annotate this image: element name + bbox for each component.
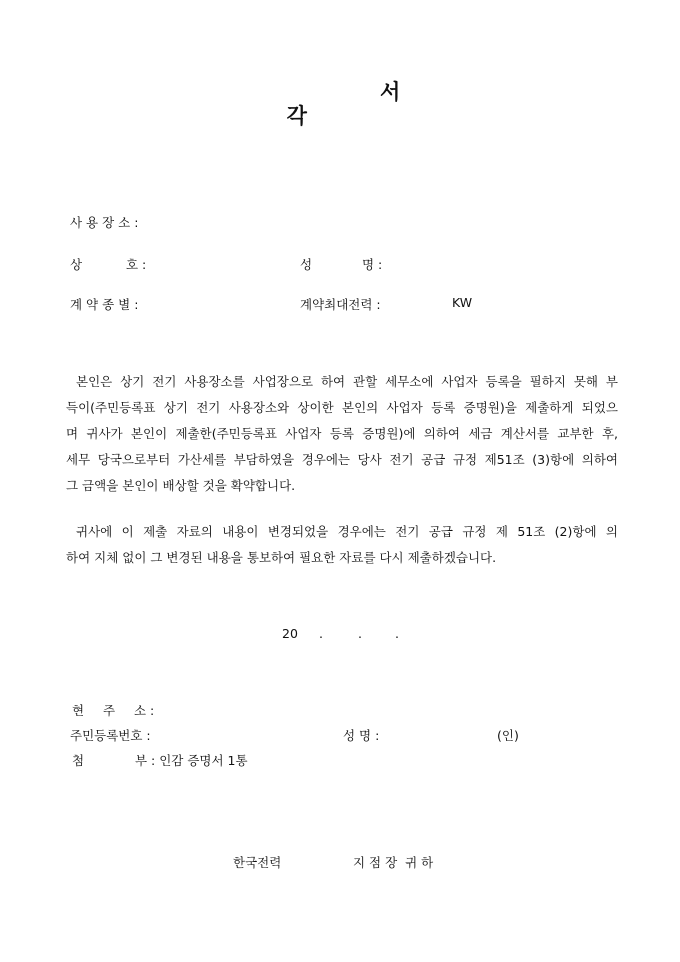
document-title — [272, 76, 401, 154]
business-name-label-1: 상 — [70, 257, 83, 272]
address-label-1: 현 — [72, 703, 85, 718]
paragraph-2 — [66, 519, 618, 571]
max-power-label: 계약최대전력 : — [300, 297, 381, 312]
paragraph-1-line: 득이(주민등록표 상기 전기 사용장소와 상이한 본인의 사업자 등록 증명원)을 제출하게 되었으 — [66, 400, 618, 415]
business-name-label-2: 호 : — [126, 257, 147, 272]
paragraph-1-line: 세무 당국으로부터 가산세를 부담하였을 경우에는 당사 전기 공급 규정 제51조 (3)항에 의하여 — [66, 452, 618, 467]
date-dot-3: . — [395, 626, 399, 641]
date-dot-2: . — [358, 626, 362, 641]
paragraph-1-line: 며 귀사가 본인이 제출한(주민등록표 사업자 등록 증명원)에 의하여 세금 계산서를 교부한 후, — [66, 426, 618, 441]
title-char-2: 서 — [380, 80, 401, 104]
paragraph-1-line: 본인은 상기 전기 사용장소를 사업장으로 하여 관할 세무소에 사업자 등록을 필하지 못해 부 — [76, 374, 618, 389]
signer-name-label: 성 명 : — [343, 728, 380, 743]
address-label-3: 소 : — [134, 703, 155, 718]
paragraph-2-line: 귀사에 이 제출 자료의 내용이 변경되었을 경우에는 전기 공급 규정 제 51조 (2)항에 의 — [76, 524, 618, 539]
paragraph-2-line: 하여 지체 없이 그 변경된 내용을 통보하여 필요한 자료를 다시 제출하겠습니다. — [66, 550, 497, 565]
paragraph-1-line: 그 금액을 본인이 배상할 것을 확약합니다. — [66, 478, 296, 493]
recipient-office: 지 점 장 귀 하 — [353, 855, 434, 870]
attachment-label-1: 첨 — [72, 753, 85, 768]
contract-type-label: 계 약 종 별 : — [70, 297, 139, 312]
date-dot-1: . — [319, 626, 323, 641]
place-label: 사 용 장 소 : — [70, 215, 139, 230]
rrn-label: 주민등록번호 : — [70, 728, 151, 743]
date-year: 20 — [282, 626, 298, 641]
title-char-1: 각 — [286, 104, 307, 128]
attachment-label-2: 부 : 인감 증명서 1통 — [135, 753, 248, 768]
name-label-1: 성 — [300, 257, 313, 272]
recipient-company: 한국전력 — [233, 855, 282, 870]
address-label-2: 주 — [103, 703, 116, 718]
power-unit: KW — [452, 295, 473, 310]
paragraph-1 — [66, 369, 618, 499]
name-label-2: 명 : — [362, 257, 383, 272]
seal-mark: (인) — [497, 728, 519, 743]
